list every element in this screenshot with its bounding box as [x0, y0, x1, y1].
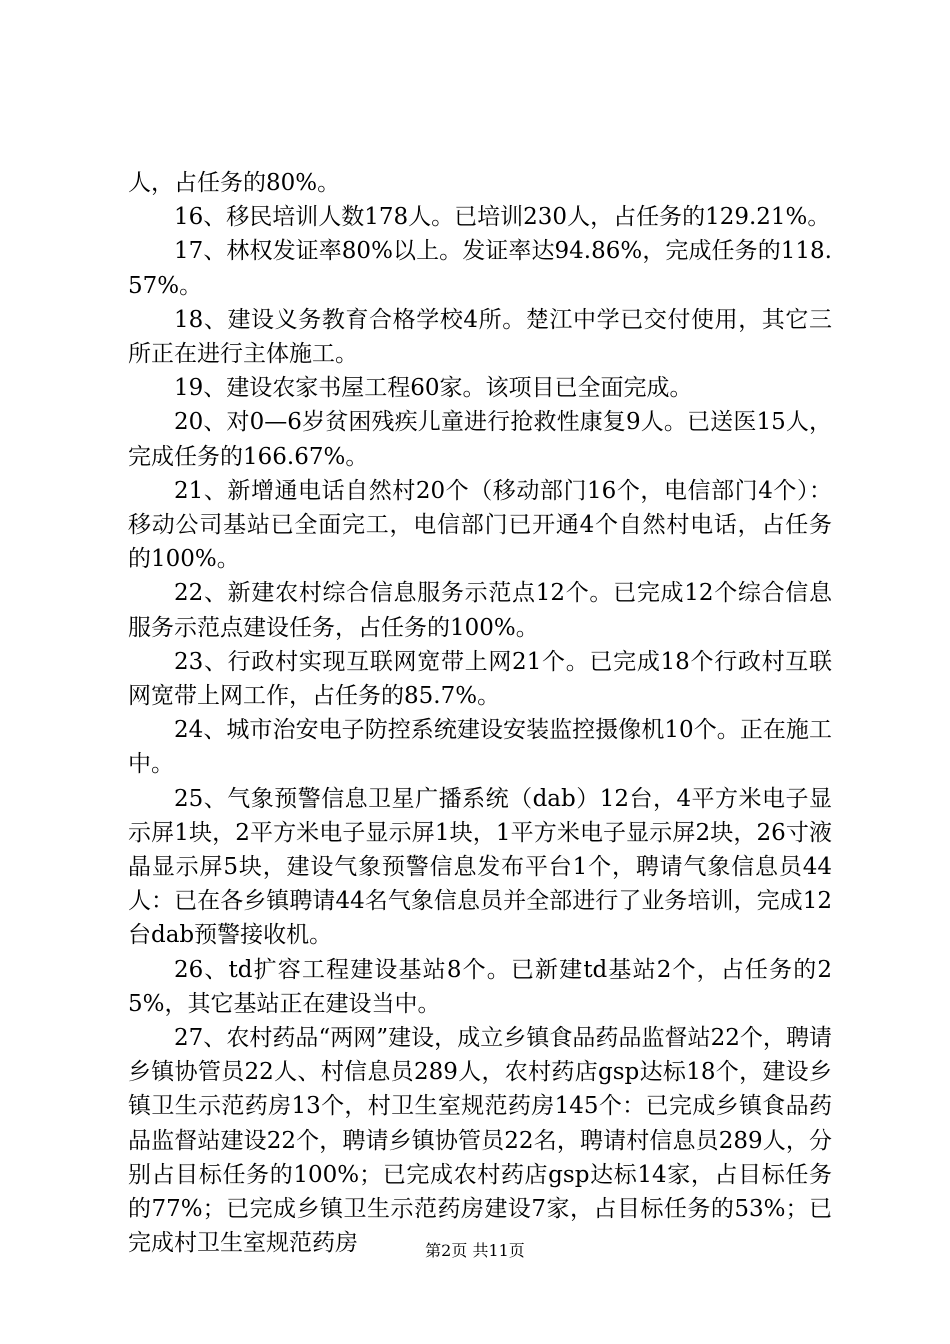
paragraph: 21、新增通电话自然村20个（移动部门16个，电信部门4个）：移动公司基站已全面完工，电信部门已开通4个自然村电话，占任务的100%。 [128, 477, 832, 573]
page-number: 第2页 共11页 [425, 1241, 525, 1260]
paragraph: 16、移民培训人数178人。已培训230人，占任务的129.21%。 [174, 204, 831, 231]
paragraph: 23、行政村实现互联网宽带上网21个。已完成18个行政村互联网宽带上网工作，占任务的85.7%。 [128, 648, 832, 710]
page-footer [0, 1241, 950, 1261]
paragraph: 24、城市治安电子防控系统建设安装监控摄像机10个。正在施工中。 [128, 717, 832, 778]
paragraph: 25、气象预警信息卫星广播系统（dab）12台，4平方米电子显示屏1块，2平方米电子显示屏1块，1平方米电子显示屏2块，26寸液晶显示屏5块，建设气象预警信息发布平台1个，聘请气象信息员44人：已在各乡镇聘请44名气象信息员并全部进行了业务培训，完成12台dab预警接收机。 [128, 785, 832, 949]
document-body [128, 166, 832, 1261]
paragraph: 18、建设义务教育合格学校4所。楚江中学已交付使用，其它三所正在进行主体施工。 [128, 306, 832, 368]
paragraph: 19、建设农家书屋工程60家。该项目已全面完成。 [174, 375, 693, 402]
paragraph: 27、农村药品“两网”建设，成立乡镇食品药品监督站22个，聘请乡镇协管员22人、村信息员289人，农村药店gsp达标18个，建设乡镇卫生示范药房13个，村卫生室规范药房145个：已完成乡镇食品药品监督站建设22个，聘请乡镇协管员22名，聘请村信息员289人，分别占目标任务的100%；已完成农村药店gsp达标14家，占目标任务的77%；已完成乡镇卫生示范药房建设7家，占目标任务的53%；已完成村卫生室规范药房 [128, 1025, 832, 1257]
paragraph: 20、对0—6岁贫困残疾儿童进行抢救性康复9人。已送医15人，完成任务的166.67%。 [128, 409, 832, 470]
paragraph: 26、td扩容工程建设基站8个。已新建td基站2个，占任务的25%，其它基站正在建设当中。 [128, 956, 832, 1017]
paragraph: 22、新建农村综合信息服务示范点12个。已完成12个综合信息服务示范点建设任务，占任务的100%。 [128, 580, 832, 641]
paragraph: 人，占任务的80%。 [128, 170, 341, 196]
paragraph: 17、林权发证率80%以上。发证率达94.86%，完成任务的118.57%。 [128, 238, 832, 299]
